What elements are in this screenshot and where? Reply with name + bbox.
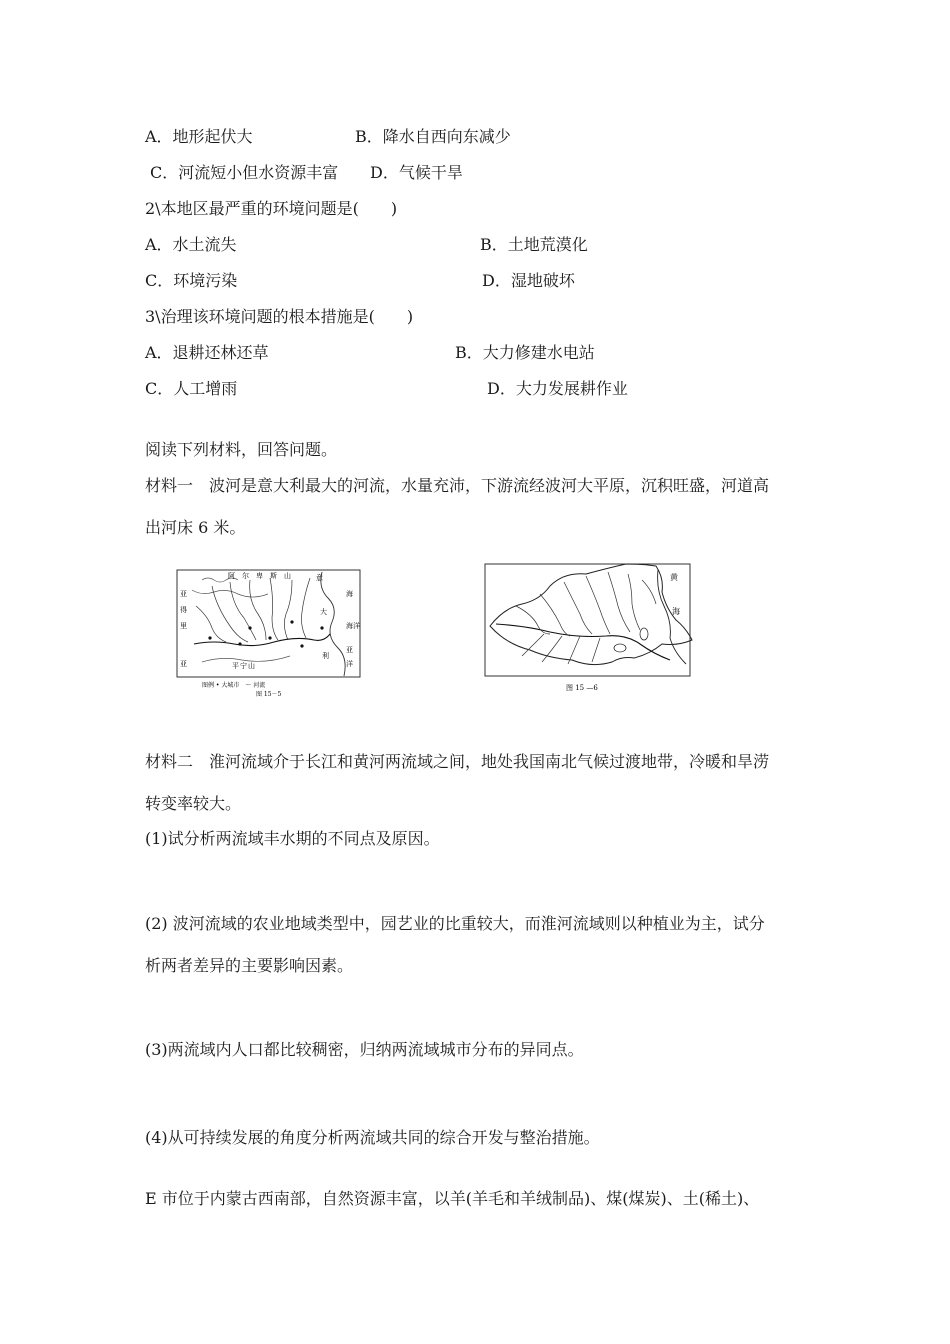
question-2-line2: 析两者差异的主要影响因素。 <box>145 956 354 975</box>
po-river-basin-map <box>172 566 364 698</box>
map1-label: 得 <box>180 606 187 614</box>
map1-label: 海 <box>346 590 353 598</box>
map1-label: 亚 <box>180 660 187 668</box>
question-3: (3)两流域内人口都比较稠密，归纳两流域城市分布的异同点。 <box>145 1040 584 1059</box>
reading-intro: 阅读下列材料，回答问题。 <box>145 440 338 459</box>
question-2-line1: (2) 波河流域的农业地域类型中，园艺业的比重较大，而淮河流域则以种植业为主，试分 <box>145 914 765 933</box>
question-1: (1)试分析两流域丰水期的不同点及原因。 <box>145 829 440 848</box>
map1-label: 斯 <box>270 572 277 580</box>
q2-option-b: B．土地荒漠化 <box>480 235 588 254</box>
map1-legend: 图例 • 大城市 〜 河流 <box>202 682 266 689</box>
map2-label: 黄 <box>670 573 678 582</box>
q3-option-b: B．大力修建水电站 <box>455 343 595 362</box>
map1-label: 意 <box>316 574 323 582</box>
map1-label: 里 <box>180 622 187 630</box>
map1-label: 山 <box>284 572 291 580</box>
map1-label: 利 <box>322 652 329 660</box>
map1-label: 大 <box>320 608 327 616</box>
q1-option-d: D．气候干旱 <box>370 163 463 182</box>
q1-option-c: C．河流短小但水资源丰富 <box>150 163 339 182</box>
q3-option-d: D．大力发展耕作业 <box>487 379 628 398</box>
map1-label: 亚 <box>346 646 353 654</box>
material2-line1: 材料二 淮河流域介于长江和黄河两流域之间，地处我国南北气候过渡地带，冷暖和旱涝 <box>145 752 770 771</box>
q1-option-a: A．地形起伏大 <box>145 127 253 146</box>
material2-line2: 转变率较大。 <box>145 794 242 813</box>
question-4: (4)从可持续发展的角度分析两流域共同的综合开发与整治措施。 <box>145 1128 600 1147</box>
q2-option-a: A．水土流失 <box>145 235 237 254</box>
q3-option-c: C．人工增雨 <box>145 379 238 398</box>
map1-label: 亚 <box>180 590 187 598</box>
map1-label: 宁 <box>240 662 247 670</box>
q2-option-c: C．环境污染 <box>145 271 238 290</box>
map1-label: 洋 <box>346 660 353 668</box>
q1-option-b: B．降水自西向东减少 <box>355 127 511 146</box>
map1-label: 阿 <box>228 572 235 580</box>
q2-stem: 2\本地区最严重的环境问题是( ) <box>145 199 398 218</box>
map1-label: 山 <box>248 662 255 670</box>
map1-label: 海洋 <box>346 622 360 630</box>
next-question-intro: E 市位于内蒙古西南部，自然资源丰富，以羊(羊毛和羊绒制品)、煤(煤炭)、土(稀土)、 <box>145 1189 760 1208</box>
map1-label: 尔 <box>242 572 249 580</box>
material1-line2: 出河床 6 米。 <box>145 518 246 537</box>
material1-line1: 材料一 波河是意大利最大的河流，水量充沛，下游流经波河大平原，沉积旺盛，河道高 <box>145 476 770 495</box>
q2-option-d: D．湿地破坏 <box>482 271 575 290</box>
map2-label: 海 <box>672 607 680 616</box>
map1-label: 卑 <box>256 572 263 580</box>
map1-label: 平 <box>232 662 239 670</box>
map2-caption: 图 15 —6 <box>566 684 598 692</box>
map1-caption: 图 15－5 <box>256 691 282 698</box>
q3-stem: 3\治理该环境问题的根本措施是( ) <box>145 307 414 326</box>
q3-option-a: A．退耕还林还草 <box>145 343 269 362</box>
huai-river-basin-map <box>482 560 694 700</box>
